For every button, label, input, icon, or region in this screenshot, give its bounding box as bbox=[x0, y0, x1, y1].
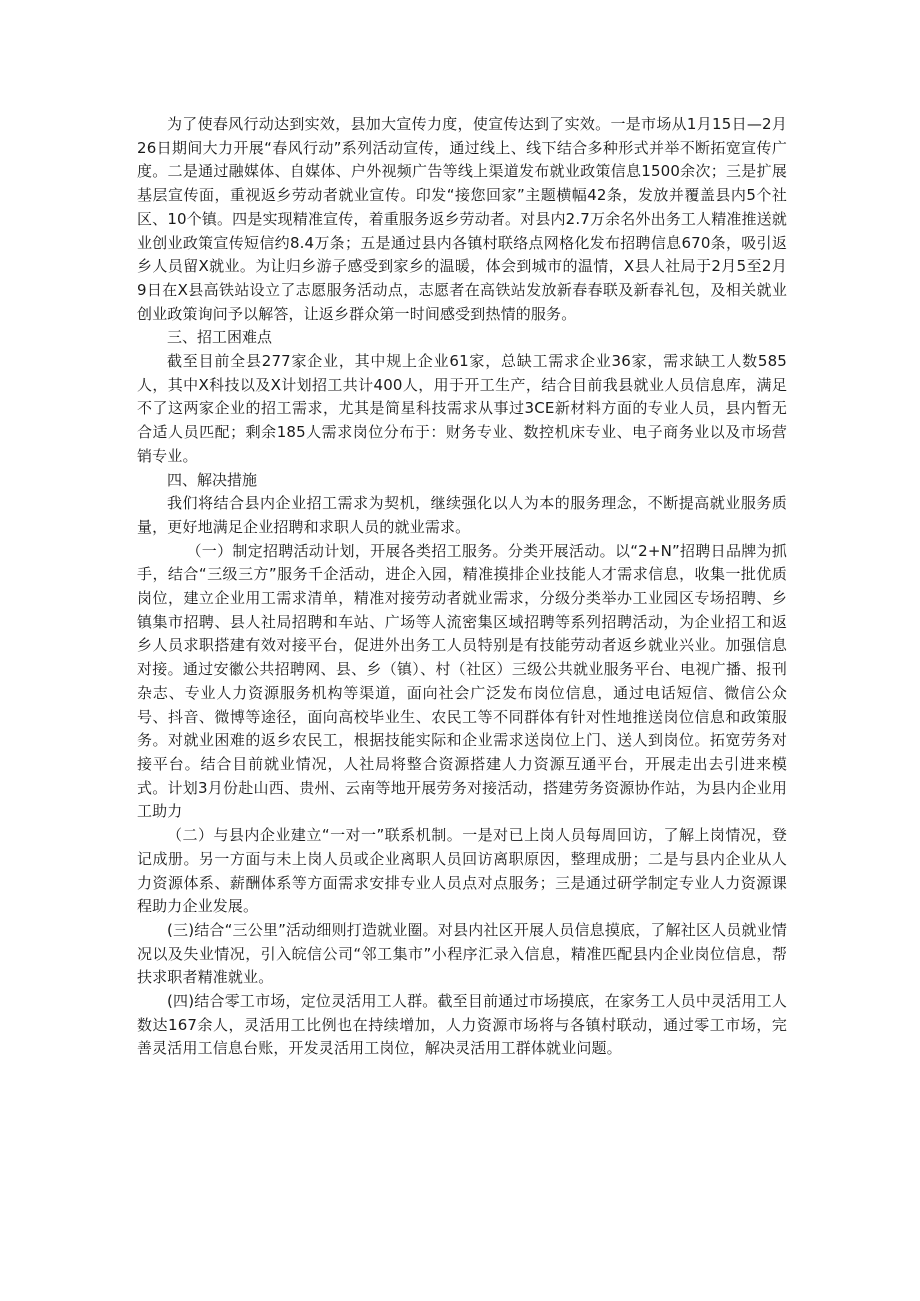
paragraph-measure-1: （一）制定招聘活动计划，开展各类招工服务。分类开展活动。以“2+N”招聘日品牌为抓手，结合“三级三方”服务千企活动，进企入园，精准摸排企业技能人才需求信息，收集一批优质岗位，建立企业用工需求清单，精准对接劳动者就业需求，分级分类举办工业园区专场招聘、乡镇集市招聘、县人社局招聘和车站、广场等人流密集区域招聘等系列招聘活动，为企业招工和返乡人员求职搭建有效对接平台，促进外出务工人员特别是有技能劳动者返乡就业兴业。加强信息对接。通过安徽公共招聘网、县、乡（镇）、村（社区）三级公共就业服务平台、电视广播、报刊杂志、专业人力资源服务机构等渠道，面向社会广泛发布岗位信息，通过电话短信、微信公众号、抖音、微博等途径，面向高校毕业生、农民工等不同群体有针对性地推送岗位信息和政策服务。对就业困难的返乡农民工，根据技能实际和企业需求送岗位上门、送人到岗位。拓宽劳务对接平台。结合目前就业情况，人社局将整合资源搭建人力资源互通平台，开展走出去引进来模式。计划3月份赴山西、贵州、云南等地开展劳务对接活动，搭建劳务资源协作站，为县内企业用工助力 bbox=[137, 541, 787, 821]
section-heading-solutions: 四、解决措施 bbox=[167, 470, 258, 489]
paragraph-hiring-difficulties: 截至目前全县277家企业，其中规上企业61家，总缺工需求企业36家，需求缺工人数585人，其中X科技以及X计划招工共计400人，用于开工生产，结合目前我县就业人员信息库，满足不了这两家企业的招工需求，尤其是简星科技需求从事过3CE新材料方面的专业人员，县内暂无合适人员匹配；剩余185人需求岗位分布于：财务专业、数控机床专业、电子商务业以及市场营销专业。 bbox=[137, 352, 787, 465]
paragraph-publicity: 为了使春风行动达到实效，县加大宣传力度，使宣传达到了实效。一是市场从1月15日—2月26日期间大力开展“春风行动”系列活动宣传，通过线上、线下结合多种形式并举不断拓宽宣传广度。二是通过融媒体、自媒体、户外视频广告等线上渠道发布就业政策信息1500余次；三是扩展基层宣传面，重视返乡劳动者就业宣传。印发“接您回家”主题横幅42条，发放并覆盖县内5个社区、10个镇。四是实现精准宣传，着重服务返乡劳动者。对县内2.7万余名外出务工人精准推送就业创业政策宣传短信约8.4万条；五是通过县内各镇村联络点网格化发布招聘信息670条，吸引返乡人员留X就业。为让归乡游子感受到家乡的温暖，体会到城市的温情，X县人社局于2月5至2月9日在X县高铁站设立了志愿服务活动点，志愿者在高铁站发放新春春联及新春礼包，及相关就业创业政策询问予以解答，让返乡群众第一时间感受到热情的服务。 bbox=[137, 115, 787, 323]
document-page bbox=[137, 113, 787, 1061]
paragraph-solutions-intro: 我们将结合县内企业招工需求为契机，继续强化以人为本的服务理念，不断提高就业服务质量，更好地满足企业招聘和求职人员的就业需求。 bbox=[137, 494, 787, 536]
paragraph-measure-4: (四)结合零工市场，定位灵活用工人群。截至目前通过市场摸底，在家务工人员中灵活用工人数达167余人，灵活用工比例也在持续增加，人力资源市场将与各镇村联动，通过零工市场，完善灵活用工信息台账，开发灵活用工岗位，解决灵活用工群体就业问题。 bbox=[137, 992, 787, 1058]
paragraph-measure-2: （二）与县内企业建立“一对一”联系机制。一是对已上岗人员每周回访，了解上岗情况，登记成册。另一方面与未上岗人员或企业离职人员回访离职原因，整理成册；二是与县内企业从人力资源体系、薪酬体系等方面需求安排专业人员点对点服务；三是通过研学制定专业人力资源课程助力企业发展。 bbox=[137, 826, 787, 916]
paragraph-measure-3: (三)结合“三公里”活动细则打造就业圈。对县内社区开展人员信息摸底，了解社区人员就业情况以及失业情况，引入皖信公司“邻工集市”小程序汇录入信息，精准匹配县内企业岗位信息，帮扶求职者精准就业。 bbox=[137, 920, 787, 987]
section-heading-hiring-difficulties: 三、招工困难点 bbox=[167, 328, 273, 347]
